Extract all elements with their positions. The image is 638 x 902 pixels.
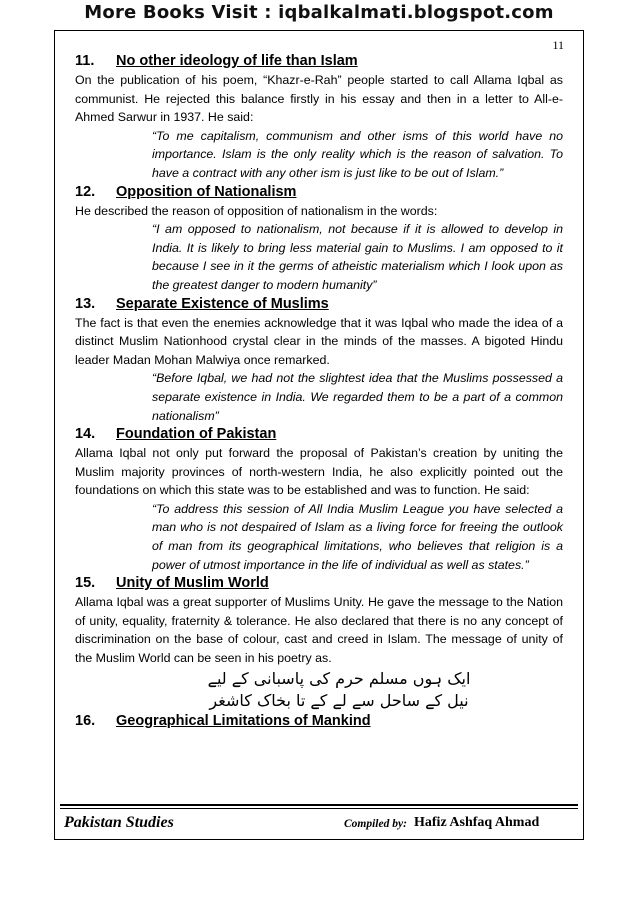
section-paragraph: The fact is that even the enemies acknowledge that it was Iqbal who made the idea of a distinct Muslim Nationhood crystal clear in the minds of the masses. A bigoted Hindu leader Madan Mohan Malwiya once remarked. (75, 315, 563, 367)
section-heading (75, 712, 563, 731)
section-title: Separate Existence of Muslims (116, 295, 329, 312)
section-heading (75, 295, 563, 314)
section-heading (75, 574, 563, 593)
footer-author: Hafiz Ashfaq Ahmad (414, 815, 540, 830)
footer-compiled-label: Compiled by: (344, 818, 407, 830)
section-title: Opposition of Nationalism (116, 183, 297, 200)
section-heading (75, 52, 563, 71)
section-quote: “I am opposed to nationalism, not because if it is allowed to develop in India. It is likely to bring less material gain to Muslims. I am opposed to it because I see in it the germs of atheistic materialism which I look upon as the greatest danger to modern humanity” (152, 222, 563, 292)
section-number: 13. (75, 295, 96, 312)
section-number: 16. (75, 712, 96, 729)
section-title: No other ideology of life than Islam (116, 53, 358, 69)
urdu-verse-line: نیل کے ساحل سے لے کے تا بخاک کاشغر (209, 690, 469, 710)
footer-subject: Pakistan Studies (64, 814, 174, 831)
section-title: Foundation of Pakistan (116, 426, 277, 443)
footer-rule (60, 808, 578, 809)
section-title: Geographical Limitations of Mankind (116, 712, 371, 729)
section-quote: “To address this session of All India Muslim League you have selected a man who is not despaired of Islam as a living force for freeing the outlook of man from its geographical limitations, who believes that religion is a power of utmost importance in the life of individual as well as states.” (152, 501, 563, 572)
site-banner: More Books Visit : iqbalkalmati.blogspot.com (84, 2, 554, 23)
section-paragraph: Allama Iqbal not only put forward the proposal of Pakistan’s creation by uniting the Muslim majority provinces of north-western India, he also explicitly pointed out the foundations on which this state was to be established and was to function. He said: (75, 446, 563, 498)
section-number: 12. (75, 183, 96, 200)
section-paragraph: Allama Iqbal was a great supporter of Muslims Unity. He gave the message to the Nation of unity, equality, fraternity & tolerance. He also declared that there is no any concept of discrimination on the base of colour, cast and creed in Islam. The message of unity of the Muslim World can be seen in his poetry as. (75, 595, 563, 666)
section-number: 14. (75, 426, 96, 443)
section-paragraph: He described the reason of opposition of nationalism in the words: (75, 203, 438, 218)
page-number: 11 (552, 38, 564, 52)
section-number: 11. (75, 53, 95, 69)
section-quote: “To me capitalism, communism and other isms of this world have no importance. Islam is the only reality which is the reason of salvation. To have a contract with any other ism is just like to be out of Islam.” (152, 128, 563, 180)
page-content (75, 52, 563, 731)
section-title: Unity of Muslim World (116, 575, 269, 592)
section-number: 15. (75, 575, 96, 592)
section-quote: “Before Iqbal, we had not the slightest idea that the Muslims possessed a separate existence in India. We regarded them to be a part of a common nationalism” (152, 371, 563, 423)
urdu-verse-line: ایک ہوں مسلم حرم کی پاسبانی کے لیے (207, 668, 471, 688)
footer-rule (60, 804, 578, 806)
section-heading (75, 425, 563, 444)
section-paragraph: On the publication of his poem, “Khazr-e-Rah” people started to call Allama Iqbal as communist. He rejected this balance firstly in his essay and then in a letter to All-e-Ahmed Sarwur in 1937. He said: (75, 73, 563, 125)
section-heading (75, 183, 563, 202)
